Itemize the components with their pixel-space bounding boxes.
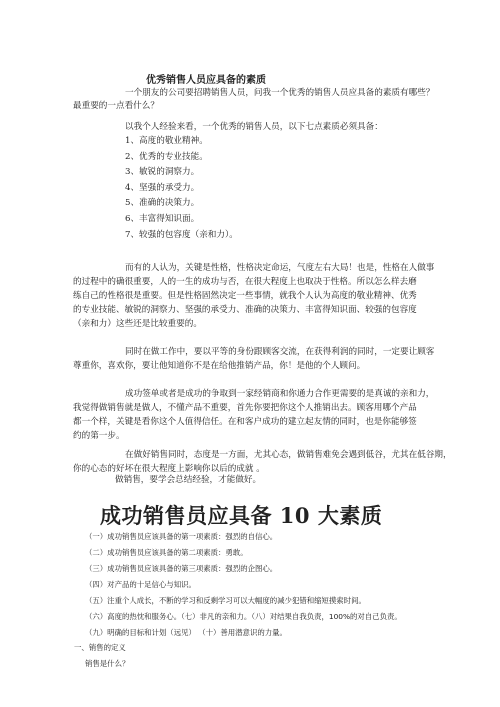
list-item-7: 7、较强的包容度（亲和力）。 (125, 230, 238, 240)
list-item-5: 5、准确的决策力。 (125, 198, 200, 208)
para1-line-5: （亲和力）这些还是比较重要的。 (73, 319, 202, 329)
quality-item-1: （一）成功销售员应该具备的第一项素质：强烈的自信心。 (85, 532, 278, 541)
question-text: 销售是什么？ (85, 659, 130, 668)
para2-line-2: 尊重你，喜欢你，要让他知道你不是在给他推销产品，你！是他的个人顾问。 (73, 361, 366, 371)
document-title: 优秀销售人员应具备的素质 (146, 75, 266, 86)
para1-line-2: 的过程中的确很重要，人的一生的成功与否，在很大程度上也取决于性格。所以怎么样去磨 (73, 277, 417, 287)
list-item-2: 2、优秀的专业技能。 (125, 152, 208, 162)
para3-line-1: 成功签单或者是成功的争取到一家经销商和你通力合作更需要的是真诚的亲和力， (125, 389, 435, 399)
list-item-1: 1、高度的敬业精神。 (125, 136, 208, 146)
quality-item-7: （九）明确的目标和计划（远见） （十）善用潜意识的力量。 (85, 628, 287, 637)
para2-line-1: 同时在做工作中，要以平等的身份跟顾客交流，在获得利润的同时，一定要让顾客 (125, 347, 435, 357)
quality-item-4: （四）对产品的十足信心与知识。 (85, 580, 196, 589)
para4-line-2: 你的心态的好坏在很大程度上影响你以后的成就 。 (73, 464, 265, 474)
para1-line-4: 的专业技能、敏锐的洞察力、坚强的承受力、准确的决策力、丰富得知识面、较强的包容度 (73, 305, 417, 315)
para5: 做销售，要学会总结经验，才能做好。 (115, 475, 262, 485)
section-label: 一、销售的定义 (74, 643, 126, 652)
quality-item-6: （六）高度的热忱和服务心。（七）非凡的亲和力。（八）对结果自我负责，100%的对自己负责。 (85, 612, 402, 621)
intro-line-1: 一个朋友的公司要招聘销售人员，问我一个优秀的销售人员应具备的素质有哪些？ (125, 88, 435, 98)
para1-line-3: 练自己的性格很是重要。但是性格固然决定一些事情，就我个人认为高度的敬业精神、优秀 (73, 291, 417, 301)
intro-line-2: 最重要的一点看什么？ (73, 101, 159, 111)
para1-line-1: 而有的人认为，关键是性格，性格决定命运，气度左右大局！也是，性格在人做事 (125, 263, 435, 273)
para3-line-4: 约的第一步。 (73, 431, 125, 441)
quality-item-5: （五）注重个人成长，不断的学习和反剩学习可以大幅度的减少犯错和缩短摸索时间。 (85, 596, 366, 605)
para3-line-3: 都一个样，关键是看你这个人值得信任。在和客户成功的建立起友情的同时，也是你能够签 (73, 417, 417, 427)
list-item-6: 6、丰富得知识面。 (125, 214, 200, 224)
list-item-4: 4、坚强的承受力。 (125, 183, 200, 193)
section-heading: 成功销售员应具备 10 大素质 (100, 503, 383, 528)
quality-item-3: （三）成功销售员应该具备的第三项素质：强烈的企图心。 (85, 564, 278, 573)
list-intro: 以我个人经验来看，一个优秀的销售人员，以下七点素质必须具备： (125, 122, 383, 132)
para4-line-1: 在做好销售同时，态度是一方面，尤其心态，做销售难免会遇到低谷，尤其在低谷期， (125, 450, 452, 460)
list-item-3: 3、敏锐的洞察力。 (125, 167, 200, 177)
quality-item-2: （二）成功销售员应该具备的第二项素质：勇敢。 (85, 548, 248, 557)
para3-line-2: 我觉得做销售就是做人，不懂产品不重要，首先你要把你这个人推销出去。顾客用哪个产品 (73, 403, 417, 413)
